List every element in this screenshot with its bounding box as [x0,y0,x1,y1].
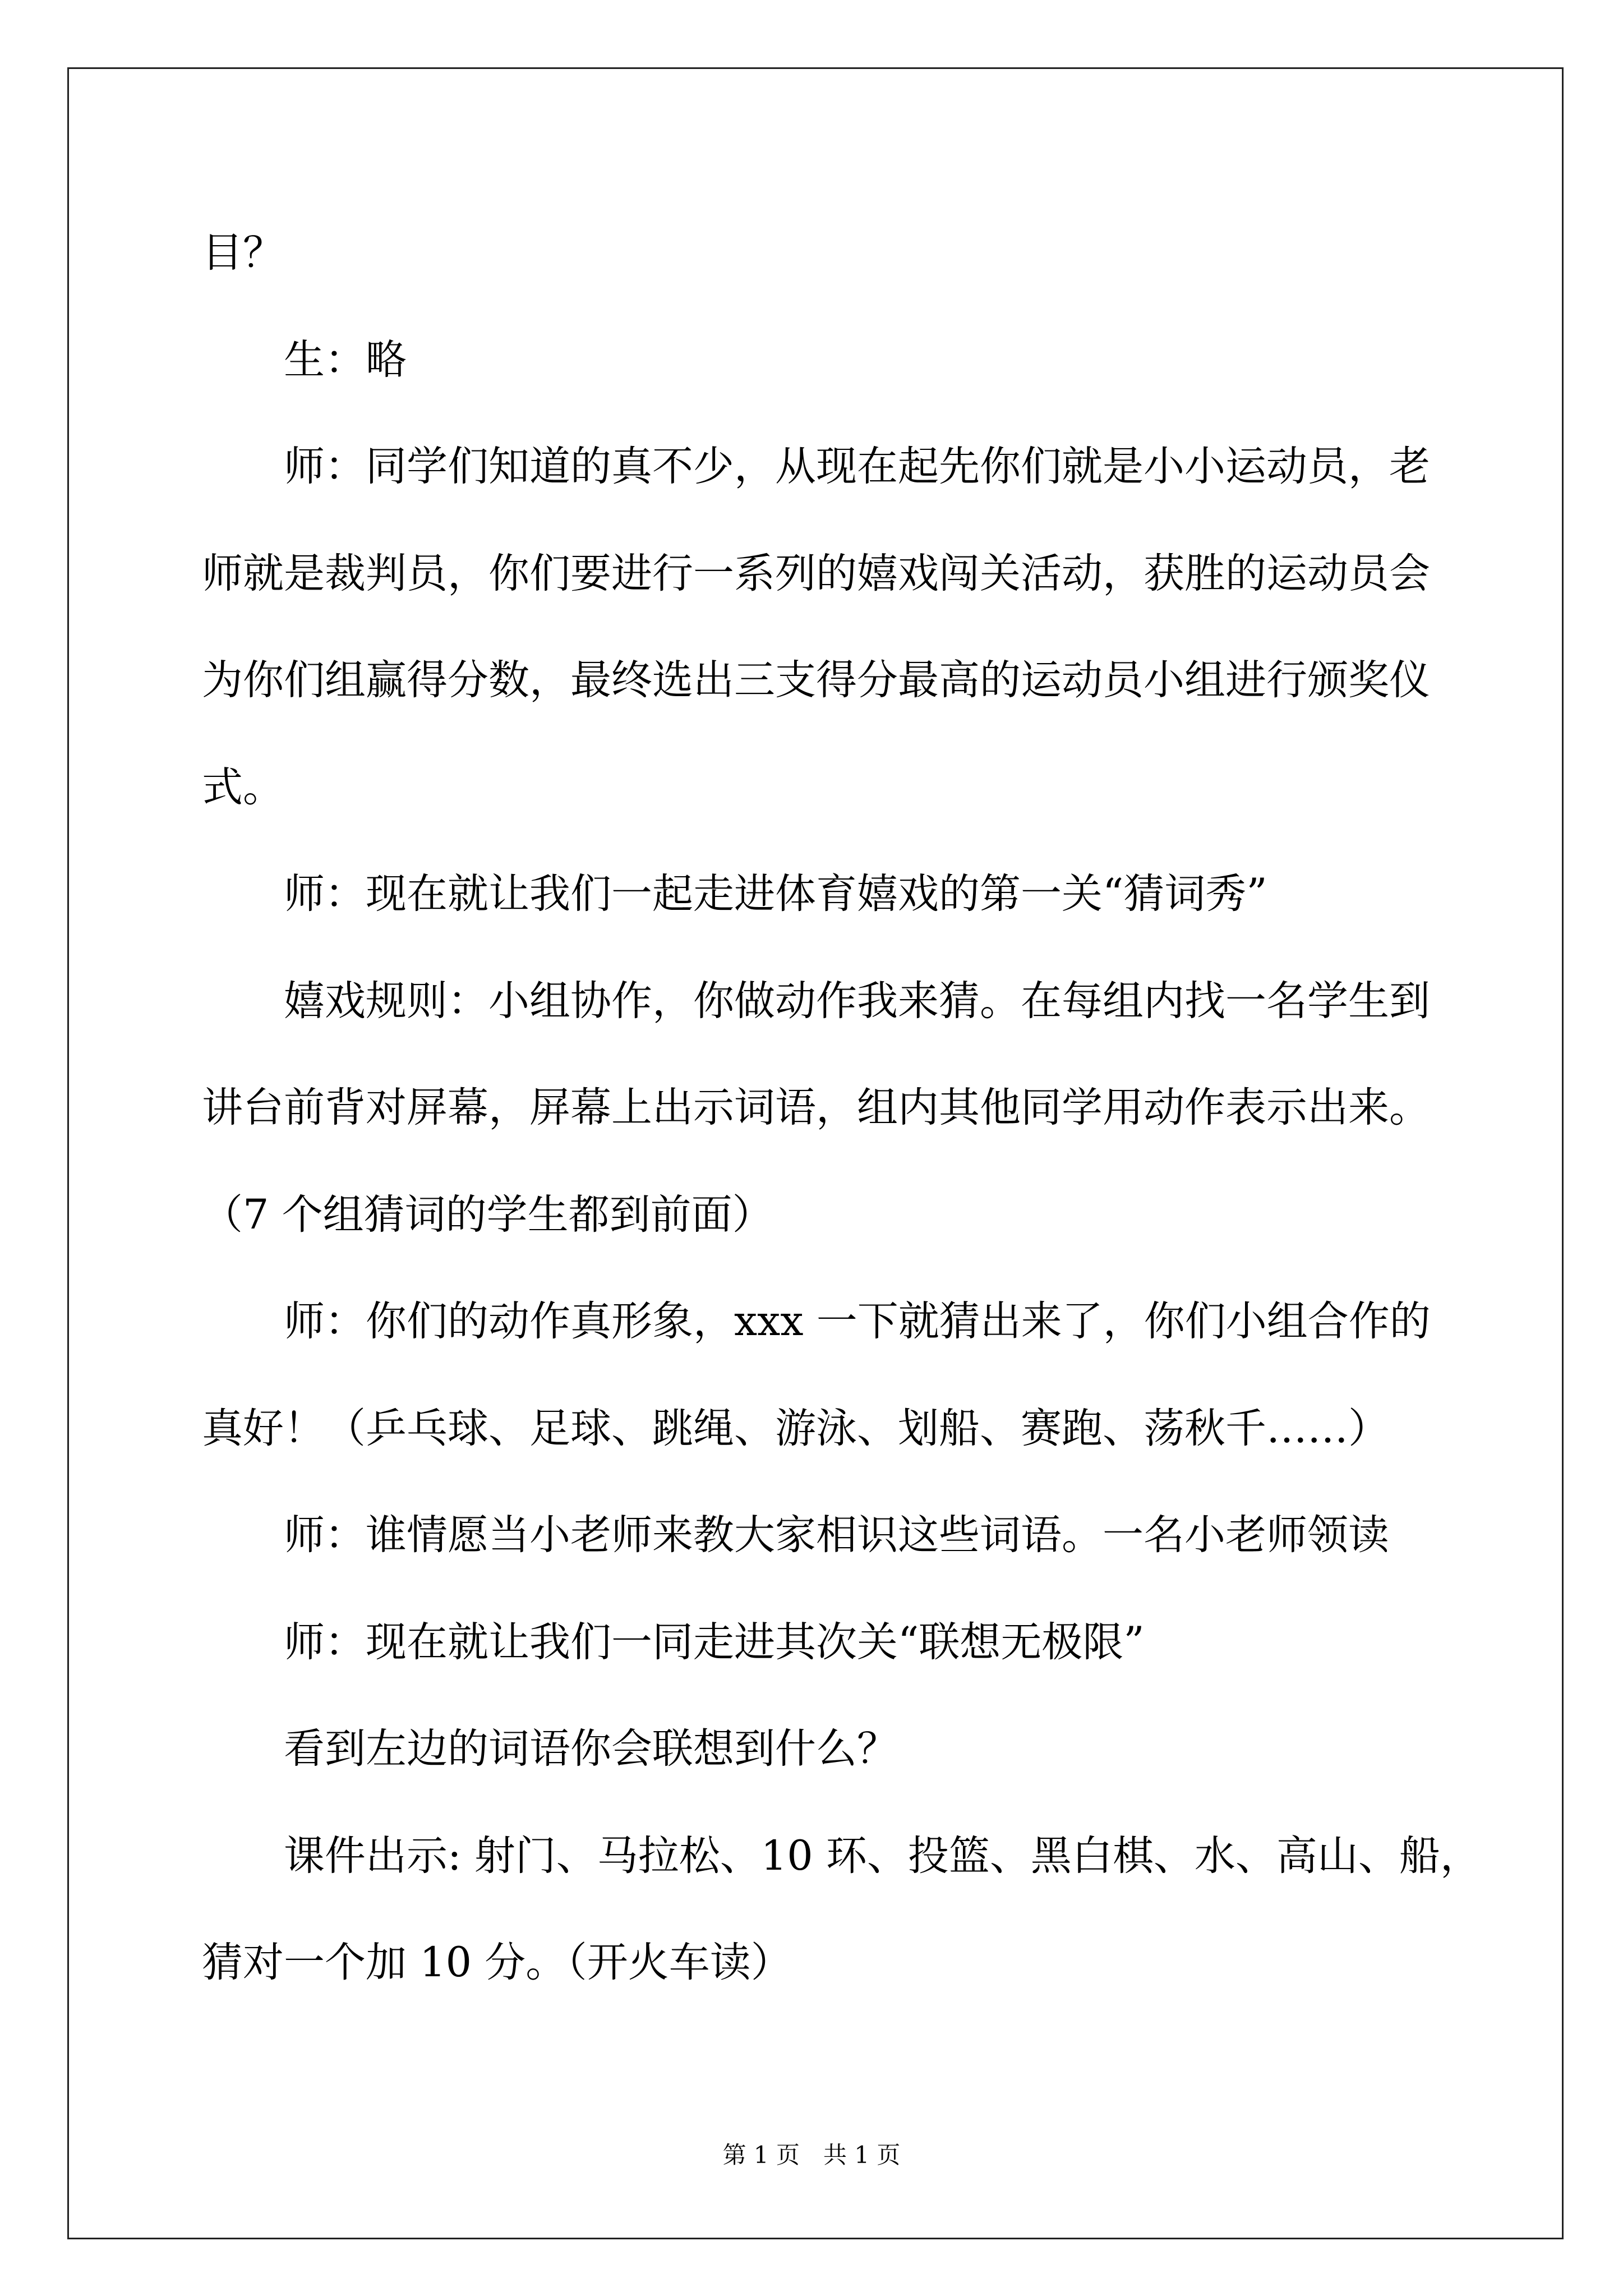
page-number-footer: 第 1 页 共 1 页 [722,2141,901,2169]
paragraph-line: 讲台前背对屏幕，屏幕上出示词语，组内其他同学用动作表示出来。 [202,1084,1430,1131]
paragraph-line: 师：现在就让我们一起走进体育嬉戏的第一关“猜词秀” [284,870,1267,918]
paragraph-line: 师：你们的动作真形象，xxx 一下就猜出来了，你们小组合作的 [284,1297,1431,1345]
paragraph-line: 式。 [202,763,284,811]
document-body [202,200,1481,2017]
paragraph-line: 师就是裁判员，你们要进行一系列的嬉戏闯关活动，获胜的运动员会 [202,549,1430,597]
paragraph-line: 师：现在就让我们一同走进其次关“联想无极限” [284,1618,1145,1666]
paragraph-line: 课件出示: 射门、马拉松、10 环、投篮、黑白棋、水、高山、船， [284,1832,1481,1880]
paragraph-line: 嬉戏规则：小组协作，你做动作我来猜。在每组内找一名学生到 [284,977,1430,1025]
paragraph-line: 看到左边的词语你会联想到什么？ [284,1725,898,1773]
paragraph-line: 师：谁情愿当小老师来教大家相识这些词语。一名小老师领读 [284,1511,1389,1559]
paragraph-line: 为你们组赢得分数，最终选出三支得分最高的运动员小组进行颁奖仪 [202,656,1430,704]
paragraph-line: 真好！（乒乓球、足球、跳绳、游泳、划船、赛跑、荡秋千……） [202,1404,1389,1452]
paragraph-line: 猜对一个加 10 分。（开火车读） [202,1939,792,1986]
paragraph-line: 生：略 [284,335,407,384]
paragraph-line: 目？ [202,229,284,277]
paragraph-line: （7 个组猜词的学生都到前面） [202,1190,773,1239]
paragraph-line: 师：同学们知道的真不少，从现在起先你们就是小小运动员，老 [284,443,1430,490]
